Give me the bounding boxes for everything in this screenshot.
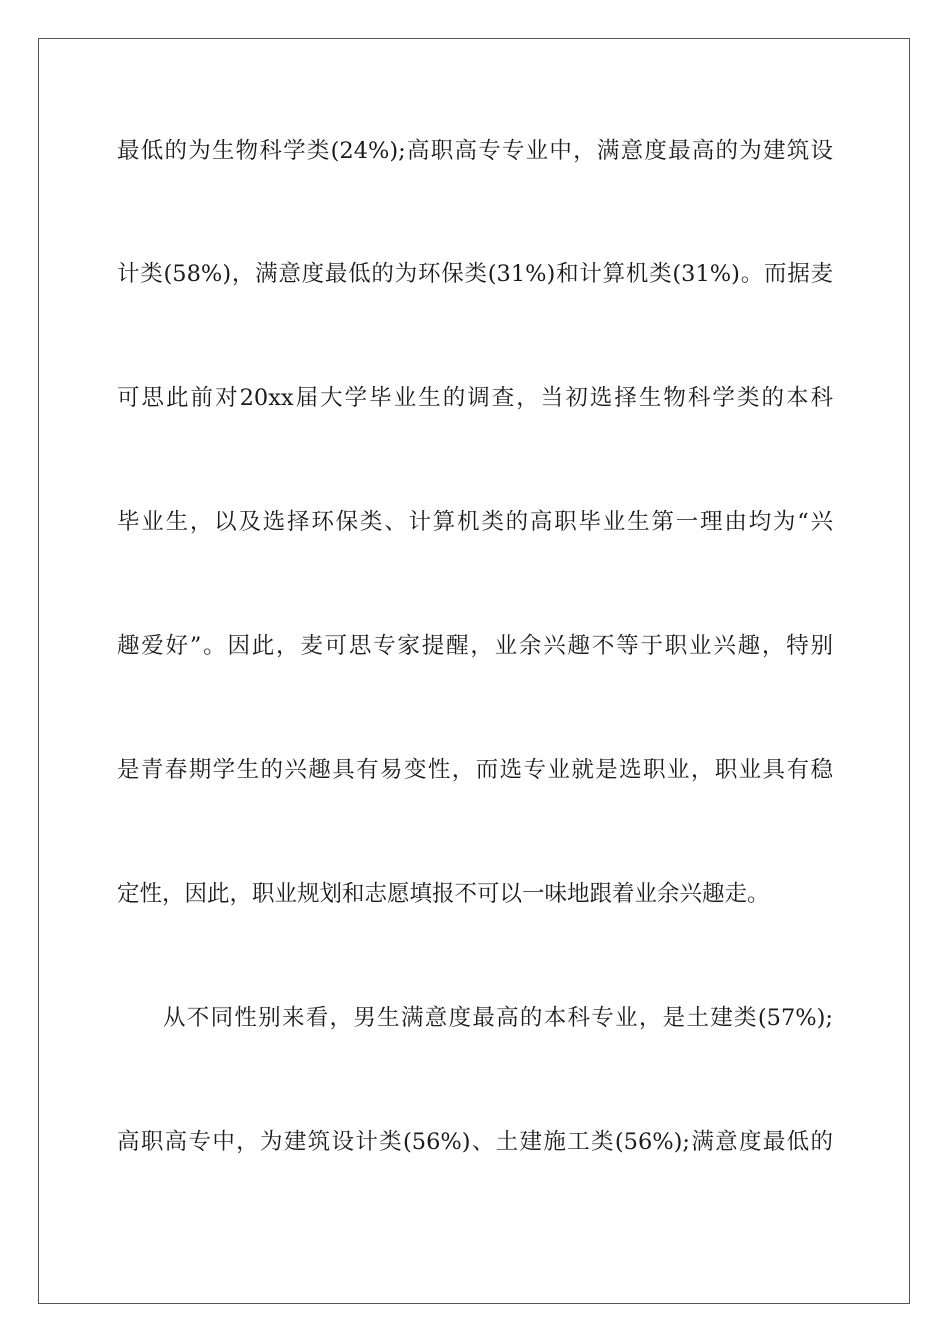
text-line-3: 可思此前对20xx届大学毕业生的调查，当初选择生物科学类的本科 [117,385,833,411]
text-line-7: 定性，因此，职业规划和志愿填报不可以一味地跟着业余兴趣走。 [117,881,770,907]
text-line-1: 最低的为生物科学类(24%);高职高专专业中，满意度最高的为建筑设 [117,138,833,164]
page-border [38,38,910,1304]
text-line-6: 是青春期学生的兴趣具有易变性，而选专业就是选职业，职业具有稳 [117,757,833,783]
text-line-8-paragraph-start: 从不同性别来看，男生满意度最高的本科专业，是土建类(57%); [163,1005,833,1031]
text-line-5: 趣爱好”。因此，麦可思专家提醒，业余兴趣不等于职业兴趣，特别 [117,633,833,659]
text-line-9: 高职高专中，为建筑设计类(56%)、土建施工类(56%);满意度最低的 [117,1129,833,1155]
text-line-4: 毕业生，以及选择环保类、计算机类的高职毕业生第一理由均为“兴 [117,509,833,535]
text-line-2: 计类(58%)，满意度最低的为环保类(31%)和计算机类(31%)。而据麦 [117,261,833,287]
